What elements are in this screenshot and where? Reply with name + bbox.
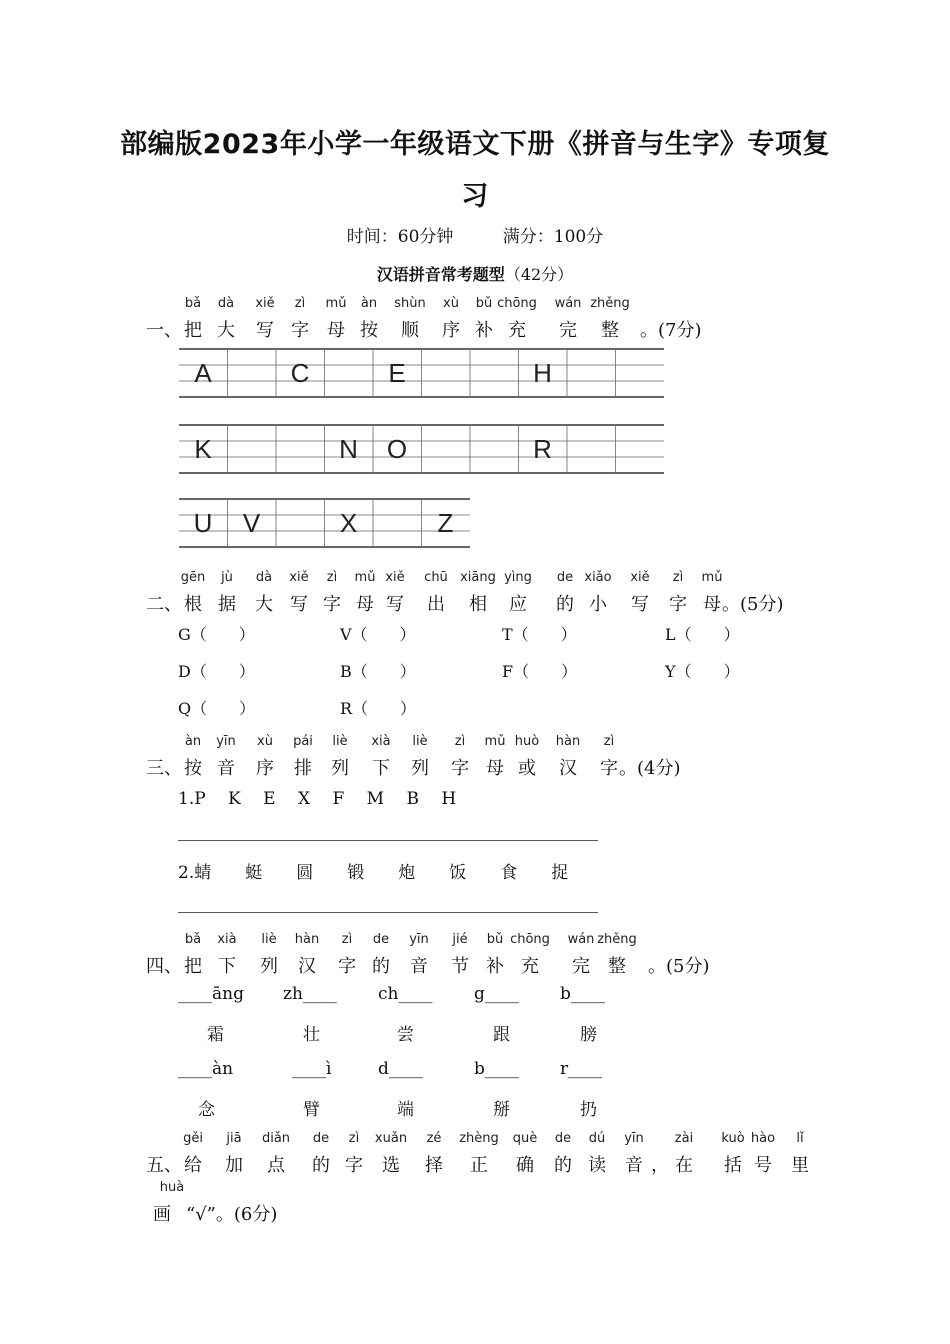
question-char: 出 xyxy=(427,594,445,615)
question-char: 字 xyxy=(451,758,469,779)
pinyin-annotation: dà xyxy=(217,296,235,311)
grid-letter: H xyxy=(533,358,552,388)
question-char: 正 xyxy=(470,1155,488,1176)
section-heading-points: （42分） xyxy=(504,265,574,284)
syllable-blank[interactable]: r____ xyxy=(560,1059,603,1079)
letter-answer-item[interactable]: R（ ） xyxy=(340,699,417,718)
question-number: 四、 xyxy=(146,956,182,977)
question-char: 充 xyxy=(508,320,526,341)
pinyin-annotation: zhěng xyxy=(590,296,630,311)
question-char: 给 xyxy=(184,1155,202,1176)
pinyin-annotation: hàn xyxy=(294,932,320,947)
question-char: 号 xyxy=(754,1155,772,1176)
alphabet-grid-row-2 xyxy=(179,424,669,476)
question-5-tail: “√”。(6分) xyxy=(186,1204,278,1225)
exam-meta xyxy=(0,222,950,247)
document-title-line1: 部编版2023年小学一年级语文下册《拼音与生字》专项复 xyxy=(120,129,830,160)
alphabet-grid-row-3 xyxy=(179,498,479,550)
question-char: 加 xyxy=(225,1155,243,1176)
hanzi-char: 尝 xyxy=(397,1025,414,1045)
pinyin-annotation: xù xyxy=(257,734,273,749)
pinyin-annotation: bǔ xyxy=(486,932,504,947)
pinyin-annotation: de xyxy=(372,932,390,947)
letter-answer-item[interactable]: G（ ） xyxy=(178,625,255,644)
pinyin-annotation: yīn xyxy=(216,734,236,749)
pinyin-annotation: hàn xyxy=(555,734,581,749)
question-char: 排 xyxy=(294,758,312,779)
question-char: 在 xyxy=(675,1155,693,1176)
pinyin-annotation: liè xyxy=(332,734,348,749)
question-char: 按 xyxy=(360,320,378,341)
pinyin-annotation: shùn xyxy=(394,296,426,311)
question-char: 小 xyxy=(589,594,607,615)
question-char: 下 xyxy=(218,956,236,977)
question-points: 。(5分) xyxy=(722,594,784,615)
pinyin-annotation: huò xyxy=(514,734,540,749)
pinyin-annotation: zé xyxy=(426,1131,442,1146)
question-char: 把 xyxy=(184,956,202,977)
question-char: 节 xyxy=(451,956,469,977)
hanzi-char: 扔 xyxy=(580,1100,597,1120)
hanzi-char: 念 xyxy=(198,1100,215,1120)
question-number: 三、 xyxy=(146,758,182,779)
pinyin-annotation: gēn xyxy=(180,570,206,585)
syllable-blank[interactable]: g____ xyxy=(474,984,519,1004)
grid-letter: U xyxy=(193,508,213,538)
question-char: 按 xyxy=(184,758,202,779)
grid-letter: Z xyxy=(437,508,454,538)
question-number: 五、 xyxy=(146,1155,182,1176)
question-char: 的 xyxy=(312,1155,330,1176)
syllable-blank[interactable]: b____ xyxy=(474,1059,519,1079)
letter-answer-item[interactable]: Q（ ） xyxy=(178,699,256,718)
pinyin-annotation: àn xyxy=(184,734,202,749)
question-char: 整 xyxy=(601,320,619,341)
letter-answer-item[interactable]: V（ ） xyxy=(340,625,416,644)
question-char: 音 xyxy=(410,956,428,977)
pinyin-annotation: zì xyxy=(341,932,353,947)
pinyin-annotation: xià xyxy=(217,932,237,947)
exam-score: 满分：100分 xyxy=(502,227,604,247)
alphabet-grid-row-1 xyxy=(179,348,669,400)
question-char: 整 xyxy=(608,956,626,977)
pinyin-annotation: gěi xyxy=(183,1131,203,1146)
letter-answer-item[interactable]: Y（ ） xyxy=(665,662,740,681)
grid-letter: R xyxy=(533,434,552,464)
pinyin-annotation: mǔ xyxy=(325,296,347,311)
question-char: 字 xyxy=(669,594,687,615)
question-char: 据 xyxy=(218,594,236,615)
hanzi-char: 壮 xyxy=(303,1025,320,1045)
question-char: 字 xyxy=(345,1155,363,1176)
question-3-item-2: 2.蜻 蜓 圆 锻 炮 饭 食 捉 xyxy=(178,863,569,883)
question-char: 补 xyxy=(486,956,504,977)
question-char: 相 xyxy=(469,594,487,615)
letter-answer-item[interactable]: L（ ） xyxy=(665,625,740,644)
pinyin-annotation: chōng xyxy=(497,296,537,311)
pinyin-annotation: zì xyxy=(326,570,338,585)
question-points: 。(4分) xyxy=(619,758,681,779)
letter-answer-item[interactable]: F（ ） xyxy=(502,662,578,681)
pinyin-annotation: mǔ xyxy=(484,734,506,749)
question-char: 里 xyxy=(791,1155,809,1176)
question-char: 完 xyxy=(572,956,590,977)
hanzi-char: 掰 xyxy=(493,1100,510,1120)
question-number: 一、 xyxy=(146,320,182,341)
question-char: 字 xyxy=(291,320,309,341)
question-char: 点 xyxy=(267,1155,285,1176)
pinyin-annotation: xiě xyxy=(630,570,650,585)
grid-letter: C xyxy=(290,358,310,388)
question-char: 完 xyxy=(559,320,577,341)
question-char: 母 xyxy=(356,594,374,615)
question-char: 大 xyxy=(255,594,273,615)
pinyin-annotation: bǎ xyxy=(184,296,202,311)
question-char: 汉 xyxy=(298,956,316,977)
question-4-rows xyxy=(0,984,950,1124)
question-char: 母 xyxy=(703,594,721,615)
syllable-blank[interactable]: ____āng xyxy=(178,984,244,1004)
pinyin-annotation: àn xyxy=(360,296,378,311)
question-5-line xyxy=(146,1131,946,1181)
pinyin-annotation: zì xyxy=(603,734,615,749)
syllable-blank[interactable]: ch____ xyxy=(378,984,433,1004)
pinyin-annotation: xiě xyxy=(385,570,405,585)
question-char: 写 xyxy=(631,594,649,615)
pinyin-annotation: zhěng xyxy=(597,932,637,947)
question-char: ， xyxy=(651,1155,669,1176)
answer-line-2[interactable] xyxy=(178,912,598,913)
section-heading-title: 汉语拼音常考题型 xyxy=(376,265,505,284)
pinyin-annotation: dà xyxy=(255,570,273,585)
pinyin-annotation: liè xyxy=(261,932,277,947)
grid-letter: K xyxy=(194,434,212,464)
pinyin-annotation: yīn xyxy=(409,932,429,947)
pinyin-annotation: pái xyxy=(293,734,313,749)
pinyin-annotation: zài xyxy=(674,1131,694,1146)
hanzi-char: 霜 xyxy=(207,1025,224,1045)
question-char: 音 xyxy=(217,758,235,779)
question-points: 。(5分) xyxy=(648,956,710,977)
question-char: 序 xyxy=(442,320,460,341)
pinyin-annotation: chōng xyxy=(510,932,550,947)
pinyin-annotation: de xyxy=(312,1131,330,1146)
question-char: 母 xyxy=(327,320,345,341)
pinyin-annotation: dú xyxy=(588,1131,606,1146)
pinyin-annotation: zì xyxy=(454,734,466,749)
question-char: 列 xyxy=(411,758,429,779)
question-char: 写 xyxy=(256,320,274,341)
question-char: 下 xyxy=(372,758,390,779)
pinyin-annotation: zì xyxy=(294,296,306,311)
question-char: 序 xyxy=(256,758,274,779)
grid-letter: O xyxy=(386,434,408,464)
pinyin-annotation: diǎn xyxy=(261,1131,291,1146)
pinyin-annotation: de xyxy=(556,570,574,585)
question-char: 列 xyxy=(331,758,349,779)
pinyin-annotation: de xyxy=(554,1131,572,1146)
question-char: 充 xyxy=(521,956,539,977)
syllable-blank[interactable]: ____àn xyxy=(178,1059,234,1079)
grid-letter: A xyxy=(194,358,212,388)
pinyin-annotation: zì xyxy=(348,1131,360,1146)
answer-line-1[interactable] xyxy=(178,840,598,841)
pinyin-annotation: yìng xyxy=(504,570,532,585)
question-char: 的 xyxy=(372,956,390,977)
grid-letter: V xyxy=(242,508,261,538)
pinyin-annotation: zì xyxy=(672,570,684,585)
hanzi-char: 端 xyxy=(397,1100,414,1120)
pinyin-annotation: chū xyxy=(424,570,448,585)
letter-answer-item[interactable]: B（ ） xyxy=(340,662,416,681)
question-char: 读 xyxy=(588,1155,606,1176)
pinyin-annotation: xù xyxy=(443,296,459,311)
hanzi-char: 跟 xyxy=(493,1025,510,1045)
question-char: 汉 xyxy=(559,758,577,779)
question-char: 音 xyxy=(625,1155,643,1176)
pinyin-annotation: què xyxy=(512,1131,538,1146)
hanzi-char: 膀 xyxy=(580,1025,597,1045)
question-char: 写 xyxy=(290,594,308,615)
question-char: 择 xyxy=(425,1155,443,1176)
question-char: 字 xyxy=(338,956,356,977)
question-char: 字 xyxy=(600,758,618,779)
question-number: 二、 xyxy=(146,594,182,615)
char-hua: 画 xyxy=(153,1204,171,1225)
question-char: 的 xyxy=(556,594,574,615)
question-char: 把 xyxy=(184,320,202,341)
pinyin-annotation: lǐ xyxy=(796,1131,804,1146)
question-char: 写 xyxy=(386,594,404,615)
pinyin-annotation: wán xyxy=(554,296,582,311)
pinyin-annotation: yīn xyxy=(624,1131,644,1146)
pinyin-annotation: xià xyxy=(371,734,391,749)
hanzi-char: 臂 xyxy=(303,1100,320,1120)
question-char: 字 xyxy=(323,594,341,615)
question-char: 大 xyxy=(217,320,235,341)
letter-answer-item[interactable]: D（ ） xyxy=(178,662,255,681)
pinyin-annotation: mǔ xyxy=(701,570,723,585)
question-char: 选 xyxy=(382,1155,400,1176)
question-char: 的 xyxy=(554,1155,572,1176)
syllable-blank[interactable]: zh____ xyxy=(283,984,337,1004)
question-char: 顺 xyxy=(401,320,419,341)
pinyin-annotation: bǔ xyxy=(475,296,493,311)
section-heading xyxy=(0,262,950,285)
syllable-blank[interactable]: b____ xyxy=(560,984,605,1004)
syllable-blank[interactable]: ____ì xyxy=(292,1059,332,1079)
question-char: 母 xyxy=(486,758,504,779)
question-points: 。(7分) xyxy=(640,320,702,341)
question-char: 确 xyxy=(516,1155,534,1176)
exam-time: 时间：60分钟 xyxy=(346,227,454,247)
pinyin-annotation: xiě xyxy=(255,296,275,311)
pinyin-annotation: jiā xyxy=(226,1131,242,1146)
pinyin-annotation: bǎ xyxy=(184,932,202,947)
pinyin-hua: huà xyxy=(159,1180,185,1195)
grid-letter: N xyxy=(339,434,358,464)
syllable-blank[interactable]: d____ xyxy=(378,1059,423,1079)
question-3-item-1: 1.P K E X F M B H xyxy=(178,789,457,809)
pinyin-annotation: xiāng xyxy=(460,570,496,585)
question-char: 或 xyxy=(518,758,536,779)
pinyin-annotation: kuò xyxy=(721,1131,745,1146)
question-char: 括 xyxy=(724,1155,742,1176)
pinyin-annotation: hào xyxy=(750,1131,776,1146)
question-char: 补 xyxy=(475,320,493,341)
pinyin-annotation: xiě xyxy=(289,570,309,585)
pinyin-annotation: jù xyxy=(221,570,233,585)
grid-letter: X xyxy=(339,508,358,538)
pinyin-annotation: xuǎn xyxy=(374,1131,408,1146)
grid-letter: E xyxy=(388,358,406,388)
pinyin-annotation: mǔ xyxy=(354,570,376,585)
document-title-line2: 习 xyxy=(461,181,489,212)
question-char: 根 xyxy=(184,594,202,615)
letter-answer-item[interactable]: T（ ） xyxy=(502,625,577,644)
pinyin-annotation: xiǎo xyxy=(584,570,612,585)
pinyin-annotation: liè xyxy=(412,734,428,749)
pinyin-annotation: wán xyxy=(567,932,595,947)
question-2-items xyxy=(0,622,950,732)
pinyin-annotation: zhèng xyxy=(459,1131,499,1146)
question-char: 应 xyxy=(509,594,527,615)
pinyin-annotation: jié xyxy=(452,932,468,947)
question-char: 列 xyxy=(260,956,278,977)
